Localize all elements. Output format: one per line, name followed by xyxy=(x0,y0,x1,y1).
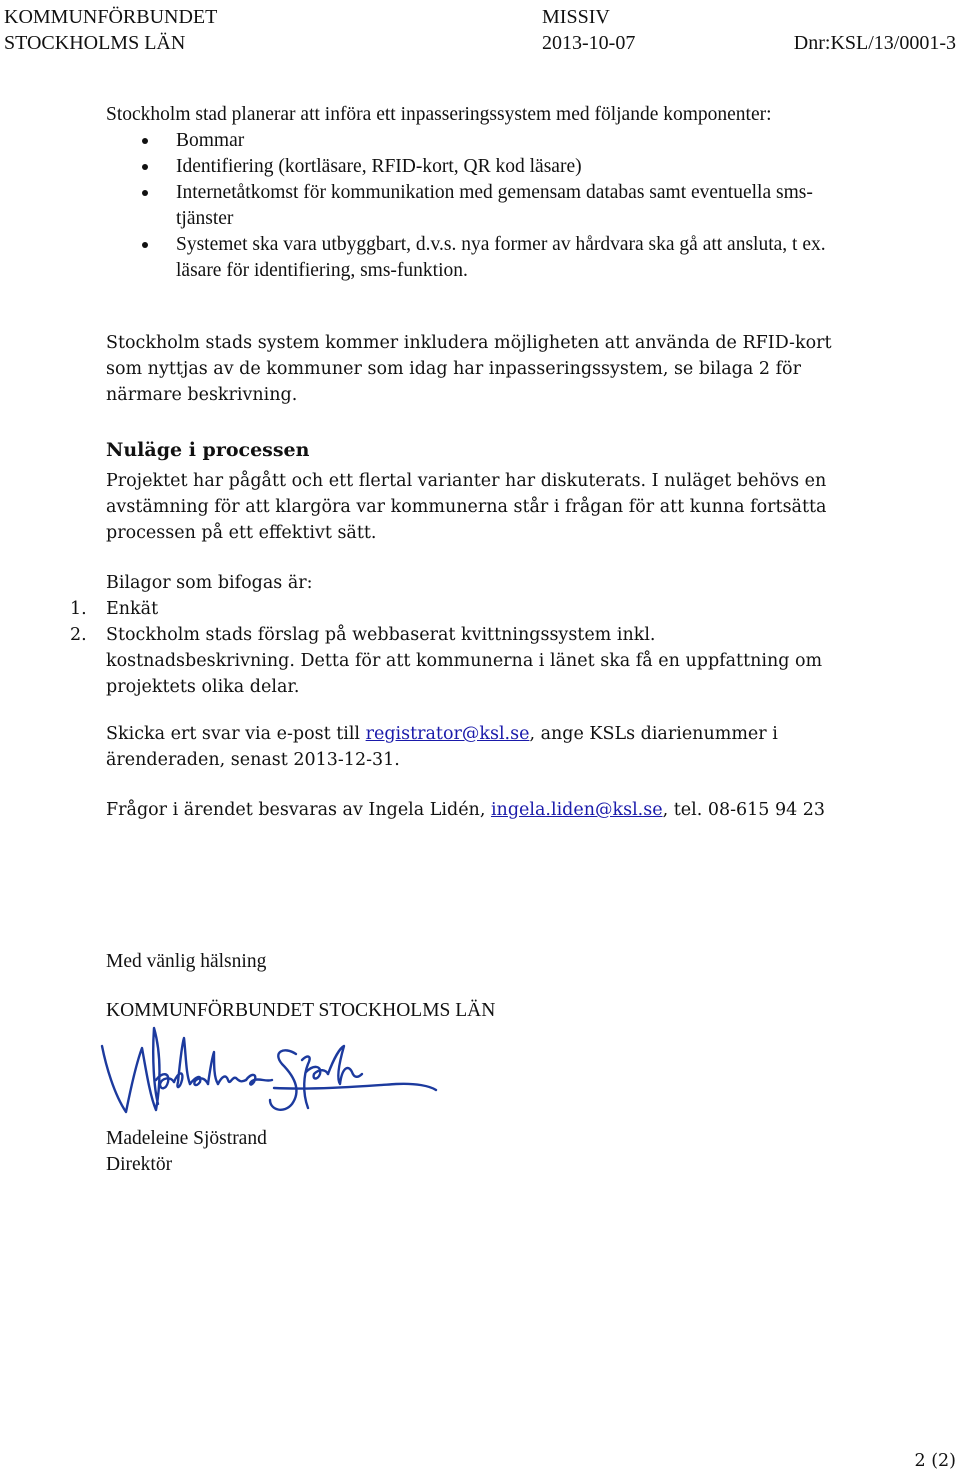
list-item: 1. Enkät xyxy=(70,599,159,619)
list-item: Systemet ska vara utbyggbart, d.v.s. nya former av hårdvara ska gå att ansluta, t ex. läsare för identifiering, sms-funktion. xyxy=(106,232,846,284)
component-list xyxy=(106,128,846,284)
diary-number: Dnr:KSL/13/0001-3 xyxy=(793,32,956,54)
closing-org: KOMMUNFÖRBUNDET STOCKHOLMS LÄN xyxy=(106,1000,496,1021)
list-item: 2. Stockholm stads förslag på webbaserat kvittningssystem inkl. kostnadsbeskrivning. Detta för att kommunerna i länet ska få en uppfattning om projektets olika delar. xyxy=(70,625,823,697)
attachments-intro: Bilagor som bifogas är: xyxy=(106,573,313,593)
greeting: Med vänlig hälsning xyxy=(106,951,267,972)
handwritten-signature xyxy=(96,1018,446,1128)
reply-paragraph: Skicka ert svar via e-post till registrator@ksl.se, ange KSLs diarienummer i ärenderaden, senast 2013-12-31. xyxy=(106,724,778,770)
contact-email-link[interactable]: ingela.liden@ksl.se xyxy=(490,800,663,820)
org-name: KOMMUNFÖRBUNDET STOCKHOLMS LÄN xyxy=(4,6,218,54)
doc-date: 2013-10-07 xyxy=(542,32,636,54)
questions-paragraph: Frågor i ärendet besvaras av Ingela Lidén, ingela.liden@ksl.se, tel. 08-615 94 23 xyxy=(106,800,826,820)
page-number: 2 (2) xyxy=(914,1451,956,1471)
signer-title: Direktör xyxy=(106,1154,173,1175)
list-item: Internetåtkomst för kommunikation med gemensam databas samt eventuella sms-tjänster xyxy=(106,180,846,232)
rfid-paragraph: Stockholm stads system kommer inkludera möjligheten att använda de RFID-kort som nyttjas av de kommuner som idag har inpasseringssystem, se bilaga 2 för närmare beskrivning. xyxy=(106,333,832,405)
attachments-list xyxy=(36,596,826,700)
signer-block xyxy=(106,1126,846,1178)
registrator-email-link[interactable]: registrator@ksl.se xyxy=(365,724,530,744)
attachments-block xyxy=(70,570,826,700)
section-heading: Nuläge i processen xyxy=(106,439,310,461)
doc-type: MISSIV xyxy=(542,6,610,28)
intro-text: Stockholm stad planerar att införa ett inpasseringssystem med följande komponenter: xyxy=(106,104,772,125)
signer-name: Madeleine Sjöstrand xyxy=(106,1128,267,1149)
doc-meta xyxy=(542,4,635,56)
list-item: Bommar xyxy=(106,128,846,154)
intro-block xyxy=(106,102,846,284)
section-text: Projektet har pågått och ett flertal varianter har diskuterats. I nuläget behövs en avstämning för att klargöra var kommunerna står i frågan för att kunna fortsätta processen på ett effektivt sätt. xyxy=(106,471,827,543)
list-item: Identifiering (kortläsare, RFID-kort, QR kod läsare) xyxy=(106,154,846,180)
